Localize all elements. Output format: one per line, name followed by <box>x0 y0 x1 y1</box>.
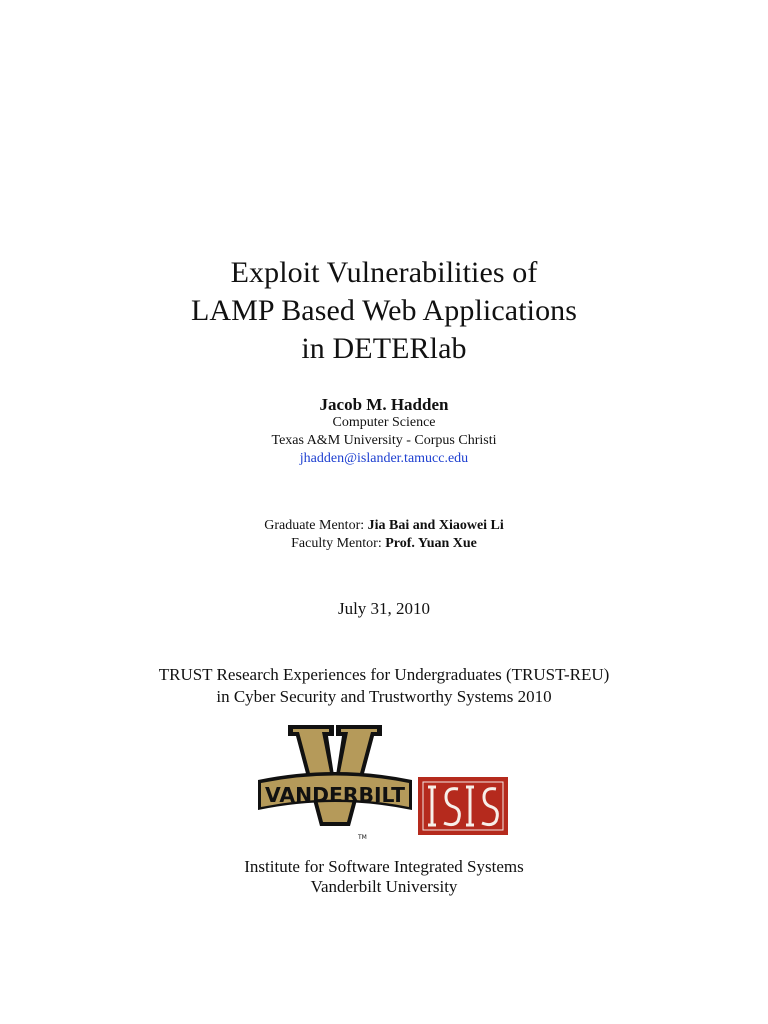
vanderbilt-logo-text: VANDERBILT <box>265 783 406 807</box>
mentors-block <box>0 517 768 553</box>
vanderbilt-logo <box>256 722 414 842</box>
vanderbilt-trademark: TM <box>358 834 367 841</box>
author-department: Computer Science <box>332 415 436 430</box>
title-line-2: LAMP Based Web Applications <box>190 294 578 327</box>
program-line-1: TRUST Research Experiences for Undergraduates (TRUST-REU) <box>158 665 610 684</box>
graduate-mentor-label: Graduate Mentor: <box>264 518 365 533</box>
faculty-mentor-line <box>0 535 768 553</box>
faculty-mentor-label: Faculty Mentor: <box>291 536 382 551</box>
faculty-mentor-name: Prof. Yuan Xue <box>385 536 477 551</box>
title-line-3: in DETERlab <box>301 332 467 365</box>
program-line-2: in Cyber Security and Trustworthy Systems 2010 <box>216 687 552 706</box>
logos-row <box>250 722 520 842</box>
graduate-mentor-names: Jia Bai and Xiaowei Li <box>367 518 504 533</box>
author-university: Texas A&M University - Corpus Christi <box>271 433 497 448</box>
author-affiliation <box>0 414 768 468</box>
isis-logo <box>418 777 508 835</box>
university-name: Vanderbilt University <box>310 877 458 896</box>
author-name: Jacob M. Hadden <box>319 395 449 414</box>
paper-title <box>0 254 768 368</box>
paper-date: July 31, 2010 <box>337 599 431 618</box>
institute-name: Institute for Software Integrated Systems <box>244 857 524 876</box>
graduate-mentor-line <box>0 517 768 535</box>
program-name <box>0 664 768 708</box>
institute-block <box>0 857 768 897</box>
author-email-link[interactable]: jhadden@islander.tamucc.edu <box>299 451 469 466</box>
title-line-1: Exploit Vulnerabilities of <box>230 256 538 289</box>
